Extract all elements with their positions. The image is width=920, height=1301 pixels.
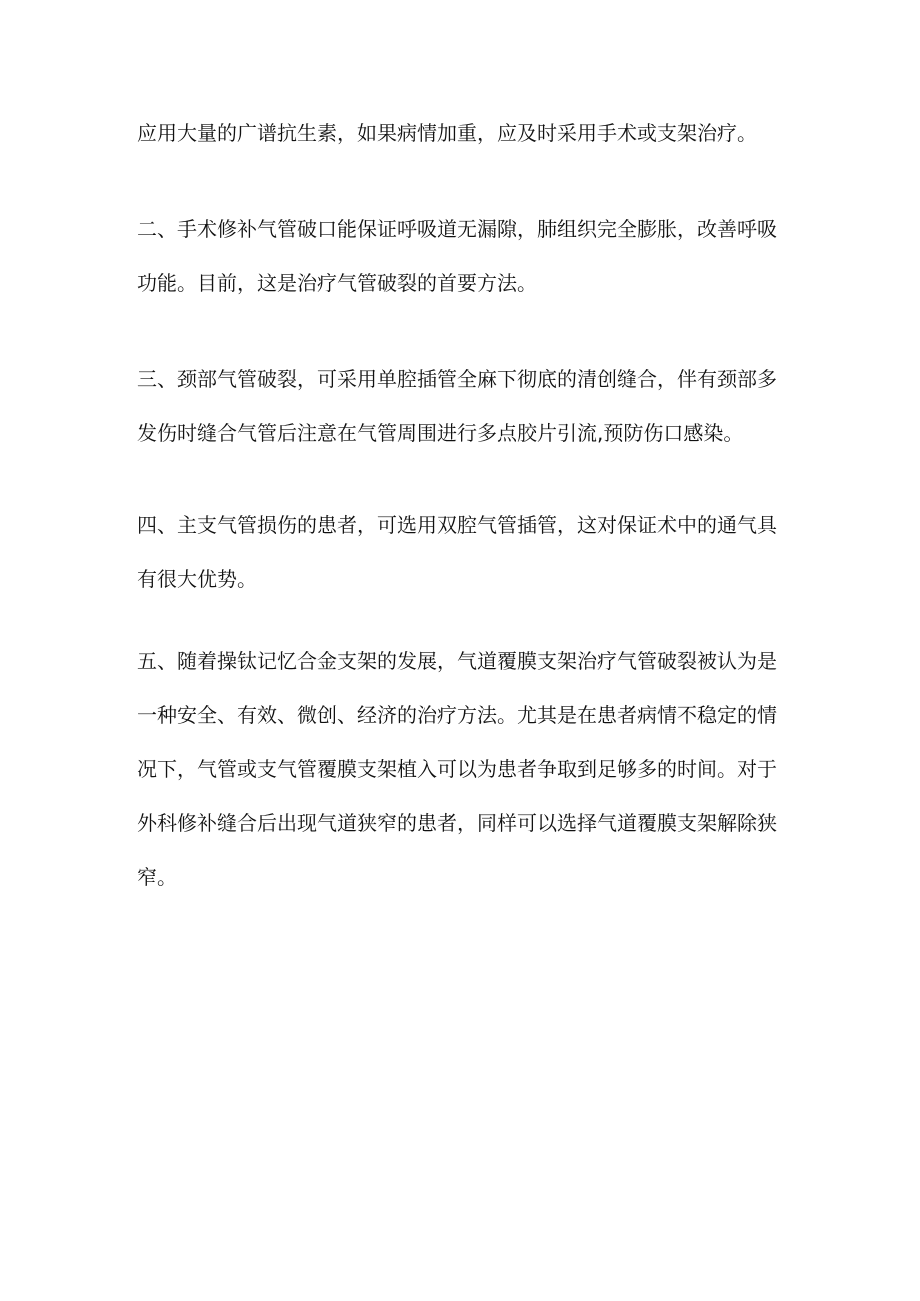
text-line: 外科修补缝合后出现气道狭窄的患者，同样可以选择气道覆膜支架解除狭 — [137, 811, 777, 835]
text-line: 应用大量的广谱抗生素，如果病情加重，应及时采用手术或支架治疗。 — [137, 121, 757, 145]
text-line: 功能。目前，这是治疗气管破裂的首要方法。 — [137, 271, 537, 295]
text-line: 发伤时缝合气管后注意在气管周围进行多点胶片引流,预防伤口感染。 — [137, 421, 744, 445]
text-line: 况下，气管或支气管覆膜支架植入可以为患者争取到足够多的时间。对于 — [137, 757, 777, 781]
paragraph-main-bronchus-injury — [137, 498, 797, 606]
text-line: 四、主支气管损伤的患者，可选用双腔气管插管，这对保证术中的通气具 — [137, 513, 777, 537]
paragraph-antibiotics — [137, 106, 797, 160]
text-line: 二、手术修补气管破口能保证呼吸道无漏隙，肺组织完全膨胀，改善呼吸 — [137, 217, 777, 241]
text-line: 五、随着操钛记忆合金支架的发展，气道覆膜支架治疗气管破裂被认为是 — [137, 649, 777, 673]
paragraph-surgical-repair — [137, 202, 797, 310]
text-line: 有很大优势。 — [137, 567, 257, 591]
text-line: 三、颈部气管破裂，可采用单腔插管全麻下彻底的清创缝合，伴有颈部多 — [137, 367, 777, 391]
paragraph-cervical-tracheal-rupture — [137, 352, 797, 460]
paragraph-stent-treatment — [137, 634, 797, 904]
text-line: 窄。 — [137, 865, 177, 889]
text-line: 一种安全、有效、微创、经济的治疗方法。尤其是在患者病情不稳定的情 — [137, 703, 777, 727]
